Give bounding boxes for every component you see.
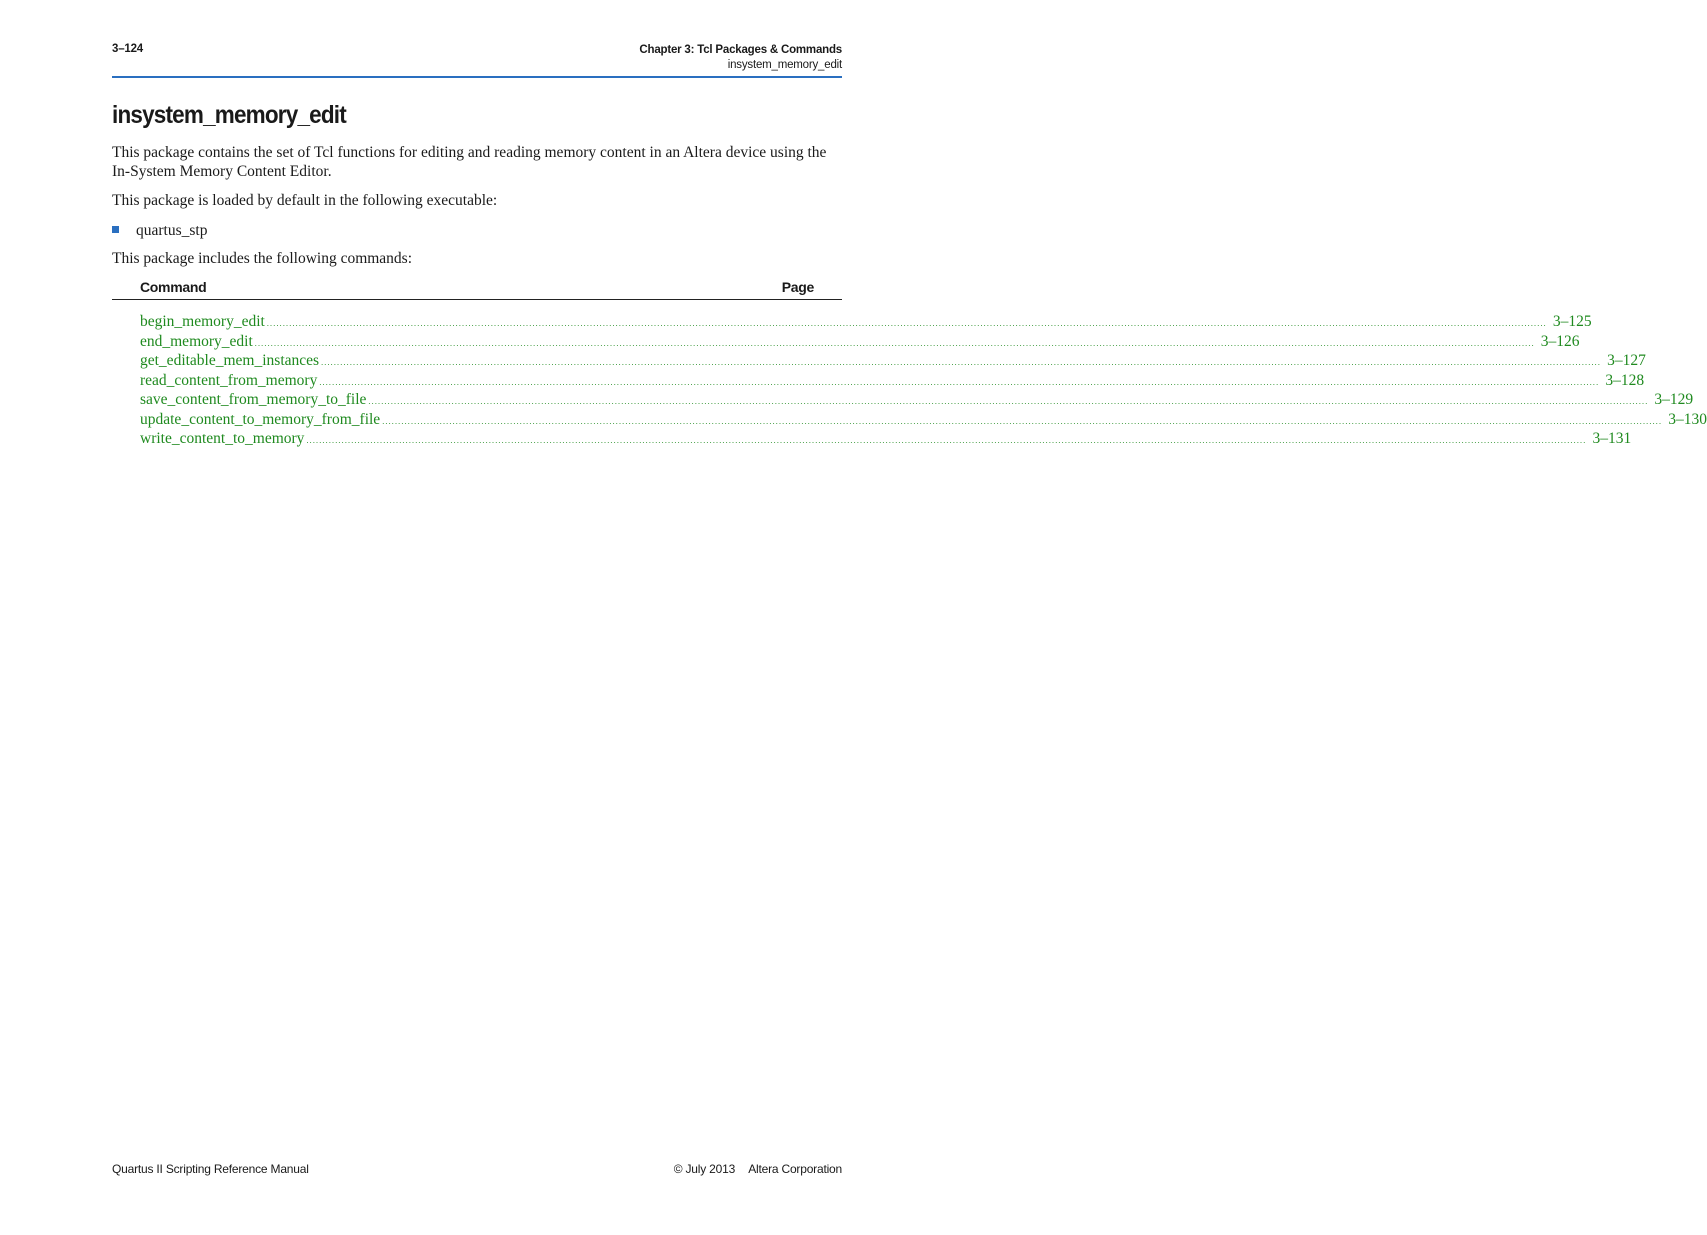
chapter-title: Chapter 3: Tcl Packages & Commands xyxy=(639,44,842,56)
section-title: insystem_memory_edit xyxy=(727,59,842,71)
dot-leader: ................................................................................................................................................................................................................................................................................................................................................................................................................ xyxy=(319,377,1600,387)
footer-company: Altera Corporation xyxy=(748,1162,842,1176)
table-row[interactable] xyxy=(140,430,1632,450)
intro-paragraph: This package contains the set of Tcl functions for editing and reading memory content in an Altera device using the In-System Memory Content Editor. xyxy=(112,144,827,180)
executable-name: quartus_stp xyxy=(136,222,208,239)
table-row[interactable] xyxy=(140,313,1592,333)
command-link[interactable]: read_content_from_memory xyxy=(140,371,318,389)
footer-date: © July 2013 xyxy=(673,1162,736,1176)
table-row[interactable] xyxy=(140,371,1645,392)
page-title: insystem_memory_edit xyxy=(112,101,346,129)
dot-leader: ................................................................................................................................................................................................................................................................................................................................................................................................................ xyxy=(254,338,1535,348)
running-header xyxy=(639,43,842,73)
footer-manual-title: Quartus II Scripting Reference Manual xyxy=(112,1162,309,1176)
table-row[interactable] xyxy=(140,332,1580,353)
command-list xyxy=(140,313,1707,450)
dot-leader: ................................................................................................................................................................................................................................................................................................................................................................................................................ xyxy=(306,436,1587,445)
footer-right xyxy=(674,1162,842,1176)
table-row[interactable] xyxy=(140,410,1707,431)
page-link[interactable]: 3–130 xyxy=(1668,410,1707,428)
table-row[interactable] xyxy=(140,391,1694,411)
column-header-page: Page xyxy=(781,279,814,295)
loaded-paragraph: This package is loaded by default in the following executable: xyxy=(112,192,498,209)
page-link[interactable]: 3–131 xyxy=(1592,430,1632,447)
page-link[interactable]: 3–129 xyxy=(1654,391,1694,408)
dot-leader: ................................................................................................................................................................................................................................................................................................................................................................................................................ xyxy=(321,358,1602,367)
command-link[interactable]: update_content_to_memory_from_file xyxy=(140,410,381,428)
column-header-command: Command xyxy=(140,279,207,295)
table-header-rule xyxy=(112,299,842,300)
command-link[interactable]: write_content_to_memory xyxy=(140,430,305,447)
table-header xyxy=(140,279,814,295)
commands-paragraph: This package includes the following commands: xyxy=(112,250,413,267)
header-rule xyxy=(112,76,842,78)
page-link[interactable]: 3–125 xyxy=(1552,313,1592,330)
command-link[interactable]: get_editable_mem_instances xyxy=(140,352,320,369)
command-link[interactable]: end_memory_edit xyxy=(140,332,253,350)
dot-leader: ................................................................................................................................................................................................................................................................................................................................................................................................................ xyxy=(266,319,1547,328)
dot-leader: ................................................................................................................................................................................................................................................................................................................................................................................................................ xyxy=(382,416,1663,426)
bullet-square-icon xyxy=(112,226,119,233)
command-link[interactable]: save_content_from_memory_to_file xyxy=(140,391,367,408)
page-link[interactable]: 3–126 xyxy=(1540,332,1580,350)
command-link[interactable]: begin_memory_edit xyxy=(140,313,265,330)
table-row[interactable] xyxy=(140,352,1646,372)
page-link[interactable]: 3–127 xyxy=(1607,352,1646,369)
page-number: 3–124 xyxy=(112,43,143,55)
page-link[interactable]: 3–128 xyxy=(1605,371,1645,389)
dot-leader: ................................................................................................................................................................................................................................................................................................................................................................................................................ xyxy=(368,397,1649,406)
